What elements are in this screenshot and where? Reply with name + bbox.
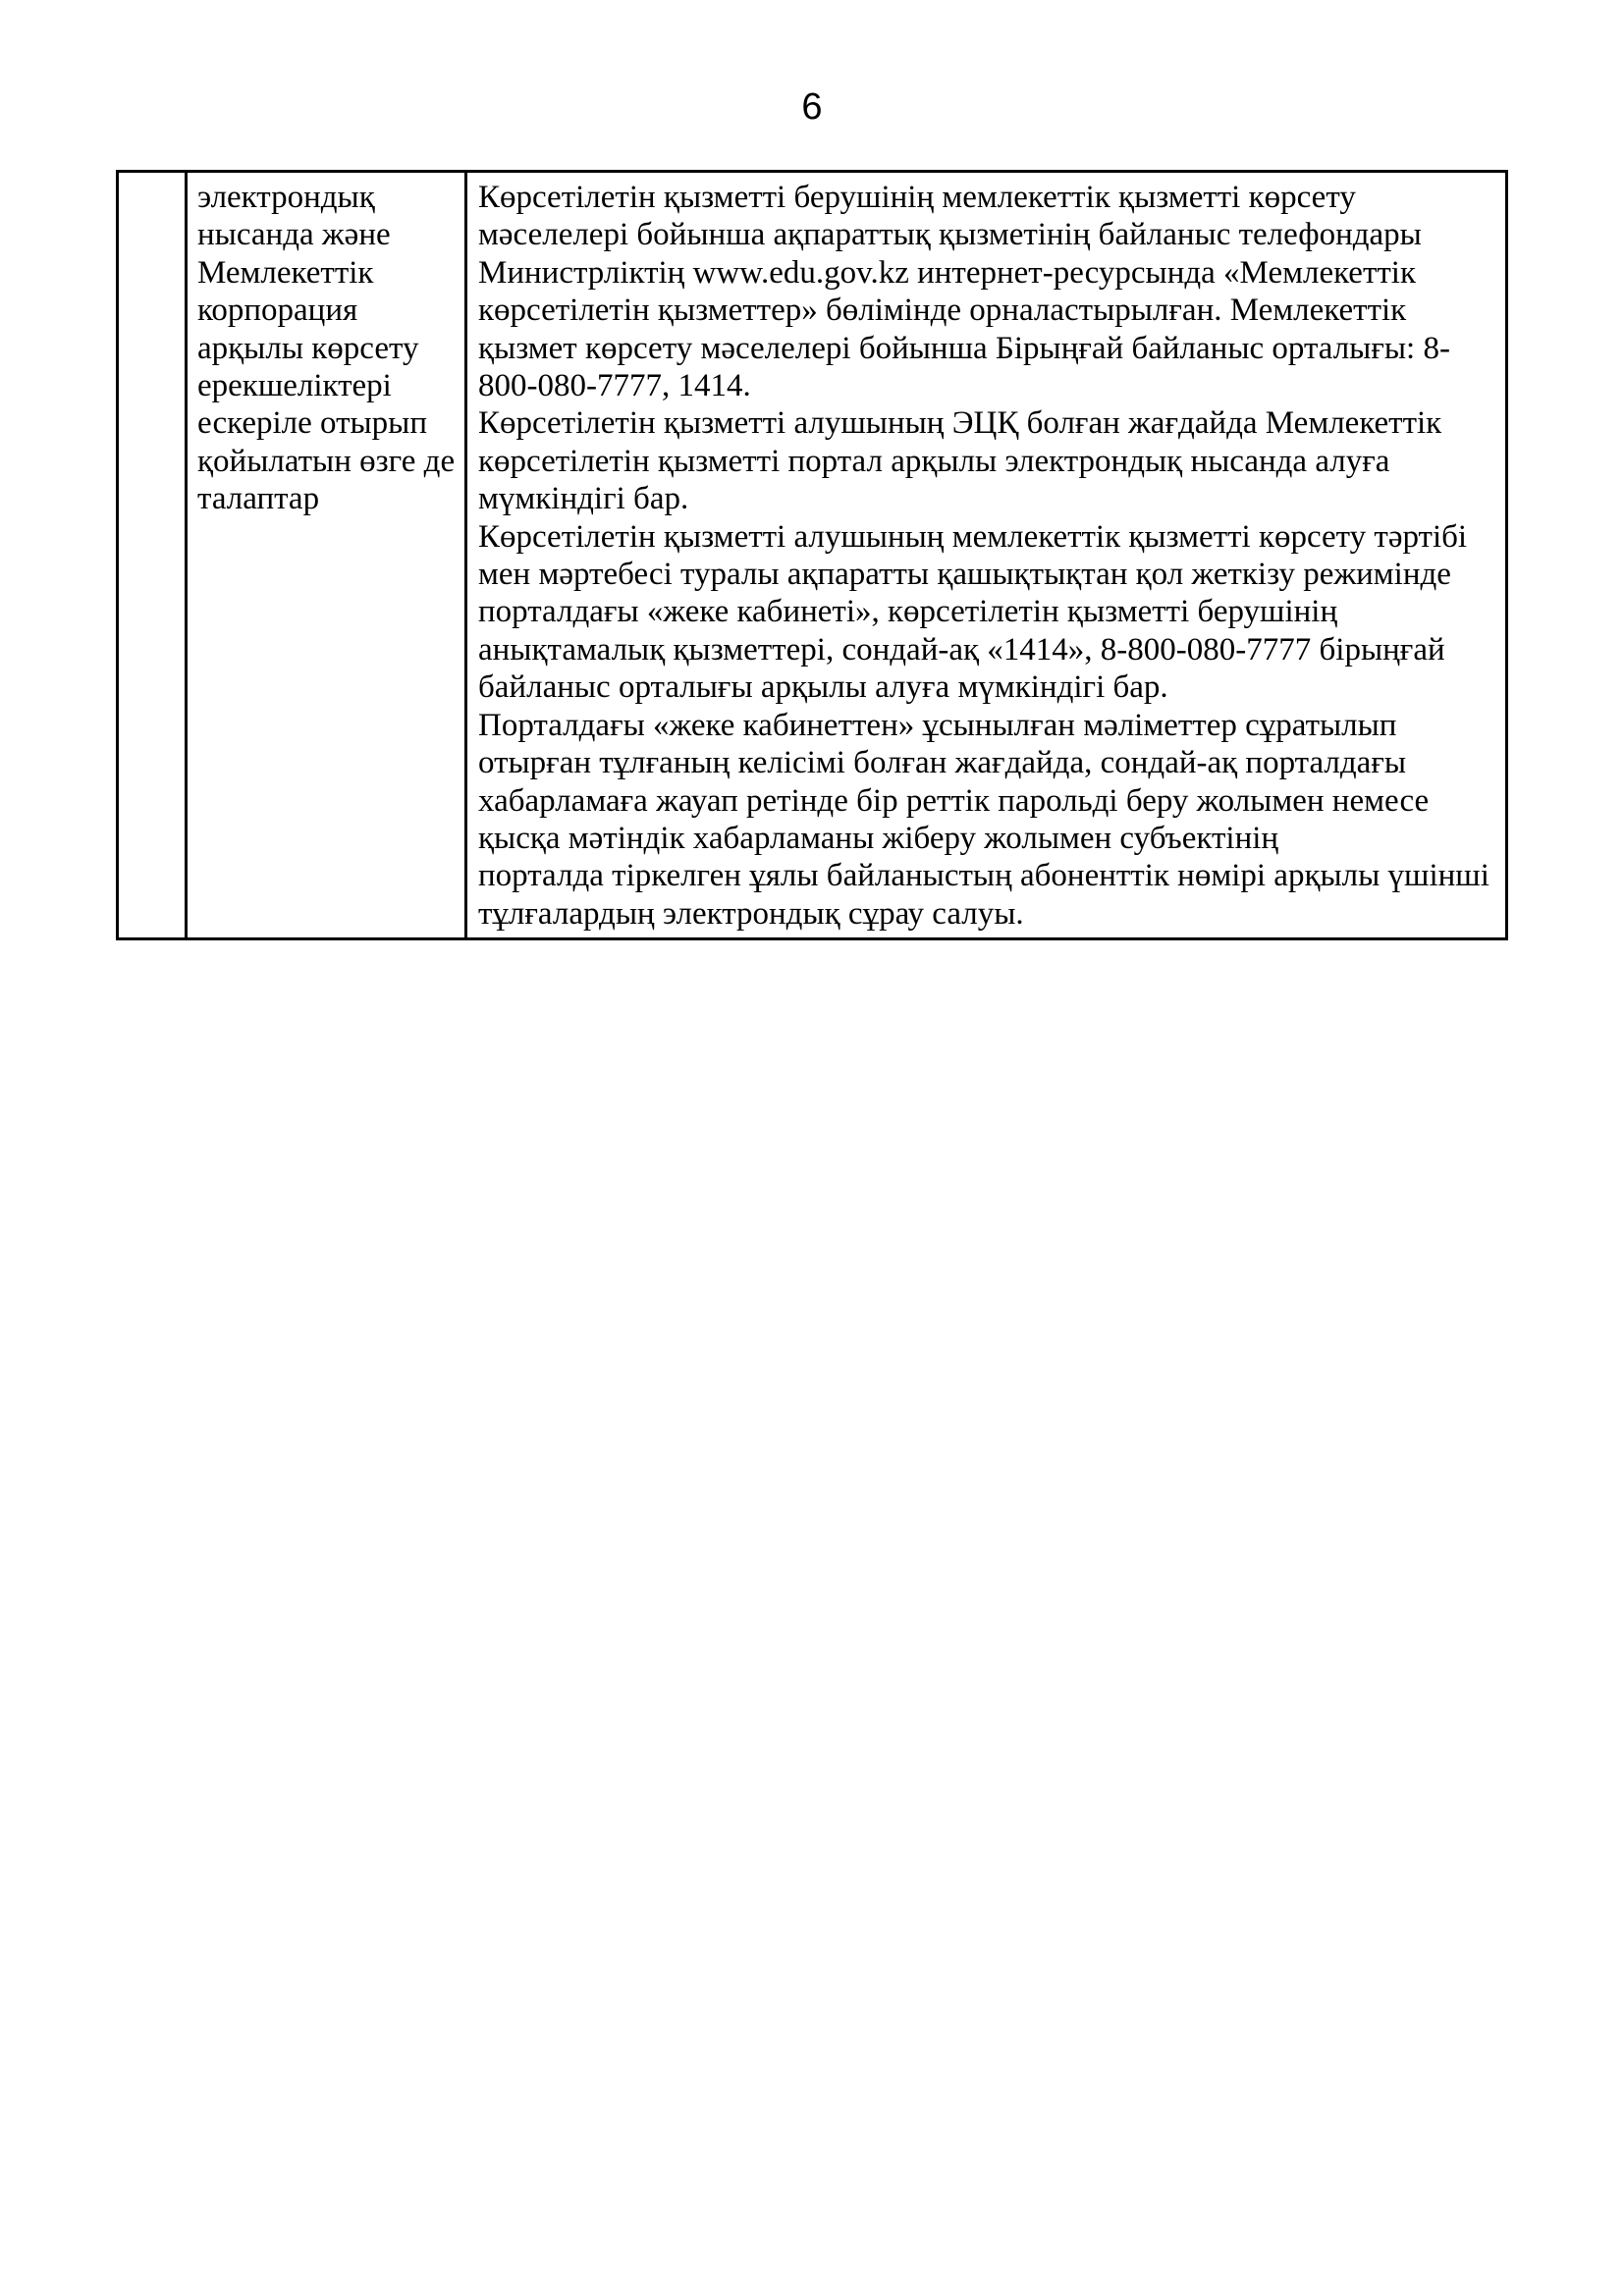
row-content-text <box>478 179 1501 933</box>
text-line: Көрсетілетін қызметті алушының мемлекеттік қызметті көрсету тәртібі <box>478 518 1468 555</box>
requirements-table <box>116 170 1508 940</box>
text-line: нысанда және <box>197 217 391 253</box>
row-label-cell <box>188 173 467 937</box>
text-line: Министрліктің www.edu.gov.kz интернет-ресурсында «Мемлекеттік <box>478 254 1417 291</box>
text-line: ескеріле отырып <box>197 405 427 442</box>
text-line: порталдағы «жеке кабинеті», көрсетілетін қызметті берушінің <box>478 594 1338 630</box>
text-line: Көрсетілетін қызметті берушінің мемлекеттік қызметті көрсету <box>478 180 1356 215</box>
text-line: тұлғалардың электрондық сұрау салуы. <box>478 895 1024 932</box>
text-line: қызмет көрсету мәселелері бойынша Бірыңғай байланыс орталығы: 8- <box>478 330 1450 366</box>
text-line: ерекшеліктері <box>197 368 392 404</box>
text-line: порталда тіркелген ұялы байланыстың абоненттік нөмірі арқылы үшінші <box>478 858 1489 894</box>
text-line: қойылатын өзге де <box>197 443 456 479</box>
text-line: байланыс орталығы арқылы алуға мүмкіндігі бар. <box>478 669 1168 706</box>
row-number-cell <box>119 173 188 937</box>
text-line: мәселелері бойынша ақпараттық қызметінің байланыс телефондары <box>478 217 1422 253</box>
text-line: көрсетілетін қызметтер» бөлімінде орналастырылған. Мемлекеттік <box>478 293 1407 329</box>
text-line: көрсетілетін қызметті портал арқылы электрондық нысанда алуға <box>478 443 1390 479</box>
text-line: отырған тұлғаның келісімі болған жағдайда, сондай-ақ порталдағы <box>478 745 1407 781</box>
text-line: Порталдағы «жеке кабинеттен» ұсынылған мәліметтер сұратылып <box>478 707 1397 743</box>
text-line: арқылы көрсету <box>197 330 419 366</box>
text-line: Мемлекеттік <box>197 254 374 291</box>
text-line: 800-080-7777, 1414. <box>478 368 751 404</box>
text-line: мүмкіндігі бар. <box>478 481 689 517</box>
text-line: қысқа мәтіндік хабарламаны жіберу жолымен субъектінің <box>478 820 1279 856</box>
text-line: мен мәртебесі туралы ақпаратты қашықтықтан қол жеткізу режимінде <box>478 557 1451 593</box>
text-line: корпорация <box>197 293 358 329</box>
page-number: 6 <box>801 86 823 128</box>
row-content-cell <box>467 173 1505 937</box>
text-line: Көрсетілетін қызметті алушының ЭЦҚ болған жағдайда Мемлекеттік <box>478 405 1442 442</box>
text-line: анықтамалық қызметтері, сондай-ақ «1414», 8-800-080-7777 бірыңғай <box>478 631 1445 667</box>
row-label-text <box>197 179 460 518</box>
text-line: талаптар <box>197 481 320 517</box>
text-line: электрондық <box>197 180 375 215</box>
text-line: хабарламаға жауап ретінде бір реттік парольді беру жолымен немесе <box>478 782 1430 819</box>
